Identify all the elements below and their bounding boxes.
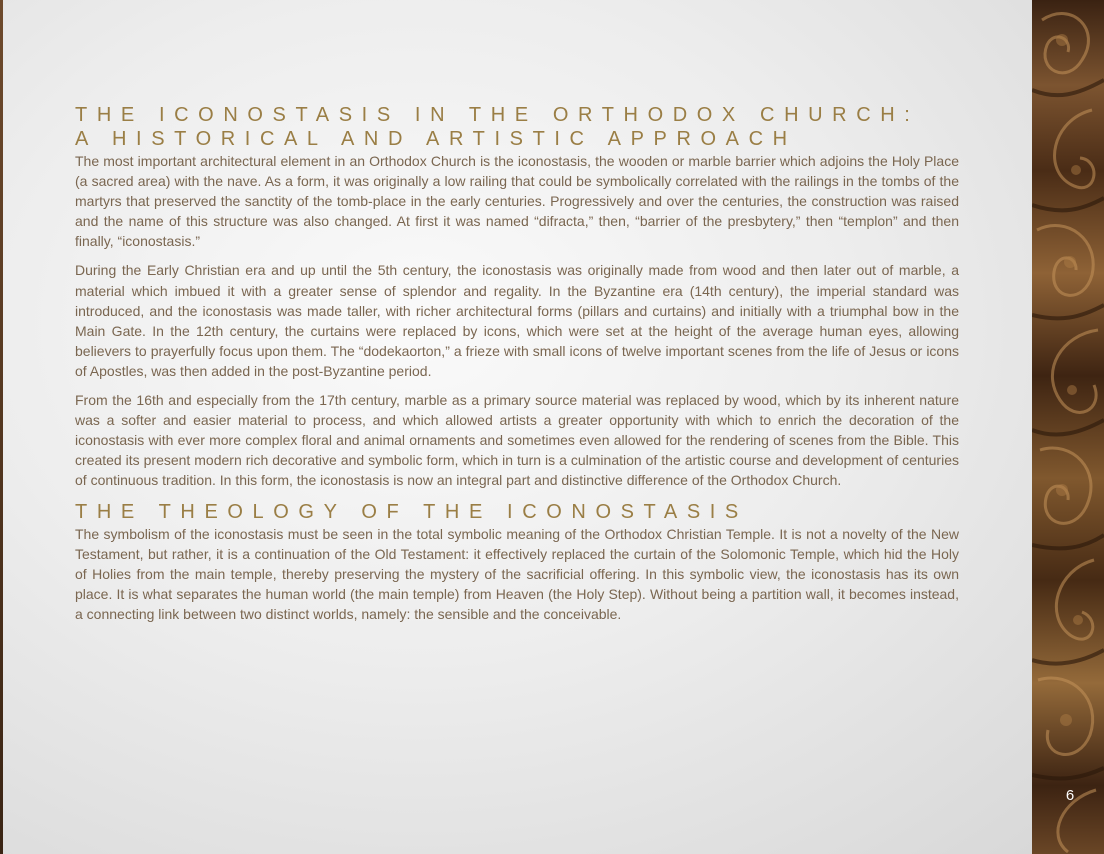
text-column: [75, 103, 959, 633]
main-heading: [75, 103, 959, 151]
history-paragraph-2: During the Early Christian era and up until the 5th century, the iconostasis was originally made from wood and then later out of marble, a material which imbued it with a greater sense of splendor and regality. In the Byzantine era (14th century), the imperial standard was introduced, and the iconostasis was made taller, with richer architectural forms (pillars and curtains) and initially with a triumphal bow in the Main Gate. In the 12th century, the curtains were replaced by icons, which were set at the height of the average human eyes, allowing believers to prayerfully focus upon them. The “dodekaorton,” a frieze with small icons of twelve important scenes from the life of Jesus or icons of Apostles, was then added in the post-Byzantine period.: [75, 262, 959, 379]
left-wood-edge: [0, 0, 3, 854]
main-heading-line-2: A HISTORICAL AND ARTISTIC APPROACH: [75, 128, 797, 150]
carved-wood-border-image: [1032, 0, 1104, 854]
history-paragraph-3: From the 16th and especially from the 17th century, marble as a primary source material was replaced by wood, which by its inherent nature was a softer and easier material to process, and which allowed artists a greater opportunity with which to enrich the decoration of the iconostasis with ever more complex floral and animal ornaments and sometimes even allowed for the rendering of scenes from the Bible. This created its present modern rich decorative and symbolic form, which in turn is a culmination of the artistic course and development of centuries of continuous tradition. In this form, the iconostasis is now an integral part and distinctive difference of the Orthodox Church.: [75, 392, 959, 489]
history-paragraph-1: The most important architectural element in an Orthodox Church is the iconostasis, the wooden or marble barrier which adjoins the Holy Place (a sacred area) with the nave. As a form, it was originally a low railing that could be symbolically correlated with the railings in the tombs of the martyrs that preserved the sanctity of the tomb-place in the early centuries. Progressively and over the centuries, the construction was raised and the name of this structure was also changed. At first it was named “difracta,” then, “barrier of the presbytery,” then “templon” and then finally, “iconostasis.”: [75, 153, 959, 250]
main-heading-line-1: THE ICONOSTASIS IN THE ORTHODOX CHURCH:: [75, 104, 920, 126]
wood-carving-ornament: [1032, 0, 1104, 854]
page-number: 6: [1065, 787, 1075, 804]
section-heading-theology: THE THEOLOGY OF THE ICONOSTASIS: [75, 500, 748, 523]
theology-paragraph-1: The symbolism of the iconostasis must be seen in the total symbolic meaning of the Orthodox Christian Temple. It is not a novelty of the New Testament, but rather, it is a continuation of the Old Testament: it effectively replaced the curtain of the Solomonic Temple, which hid the Holy of Holies from the main temple, thereby preserving the mystery of the sacrificial offering. In this symbolic view, the iconostasis has its own place. It is what separates the human world (the main temple) from Heaven (the Holy Step). Without being a partition wall, it becomes instead, a connecting link between two distinct worlds, namely: the sensible and the conceivable.: [75, 525, 959, 622]
